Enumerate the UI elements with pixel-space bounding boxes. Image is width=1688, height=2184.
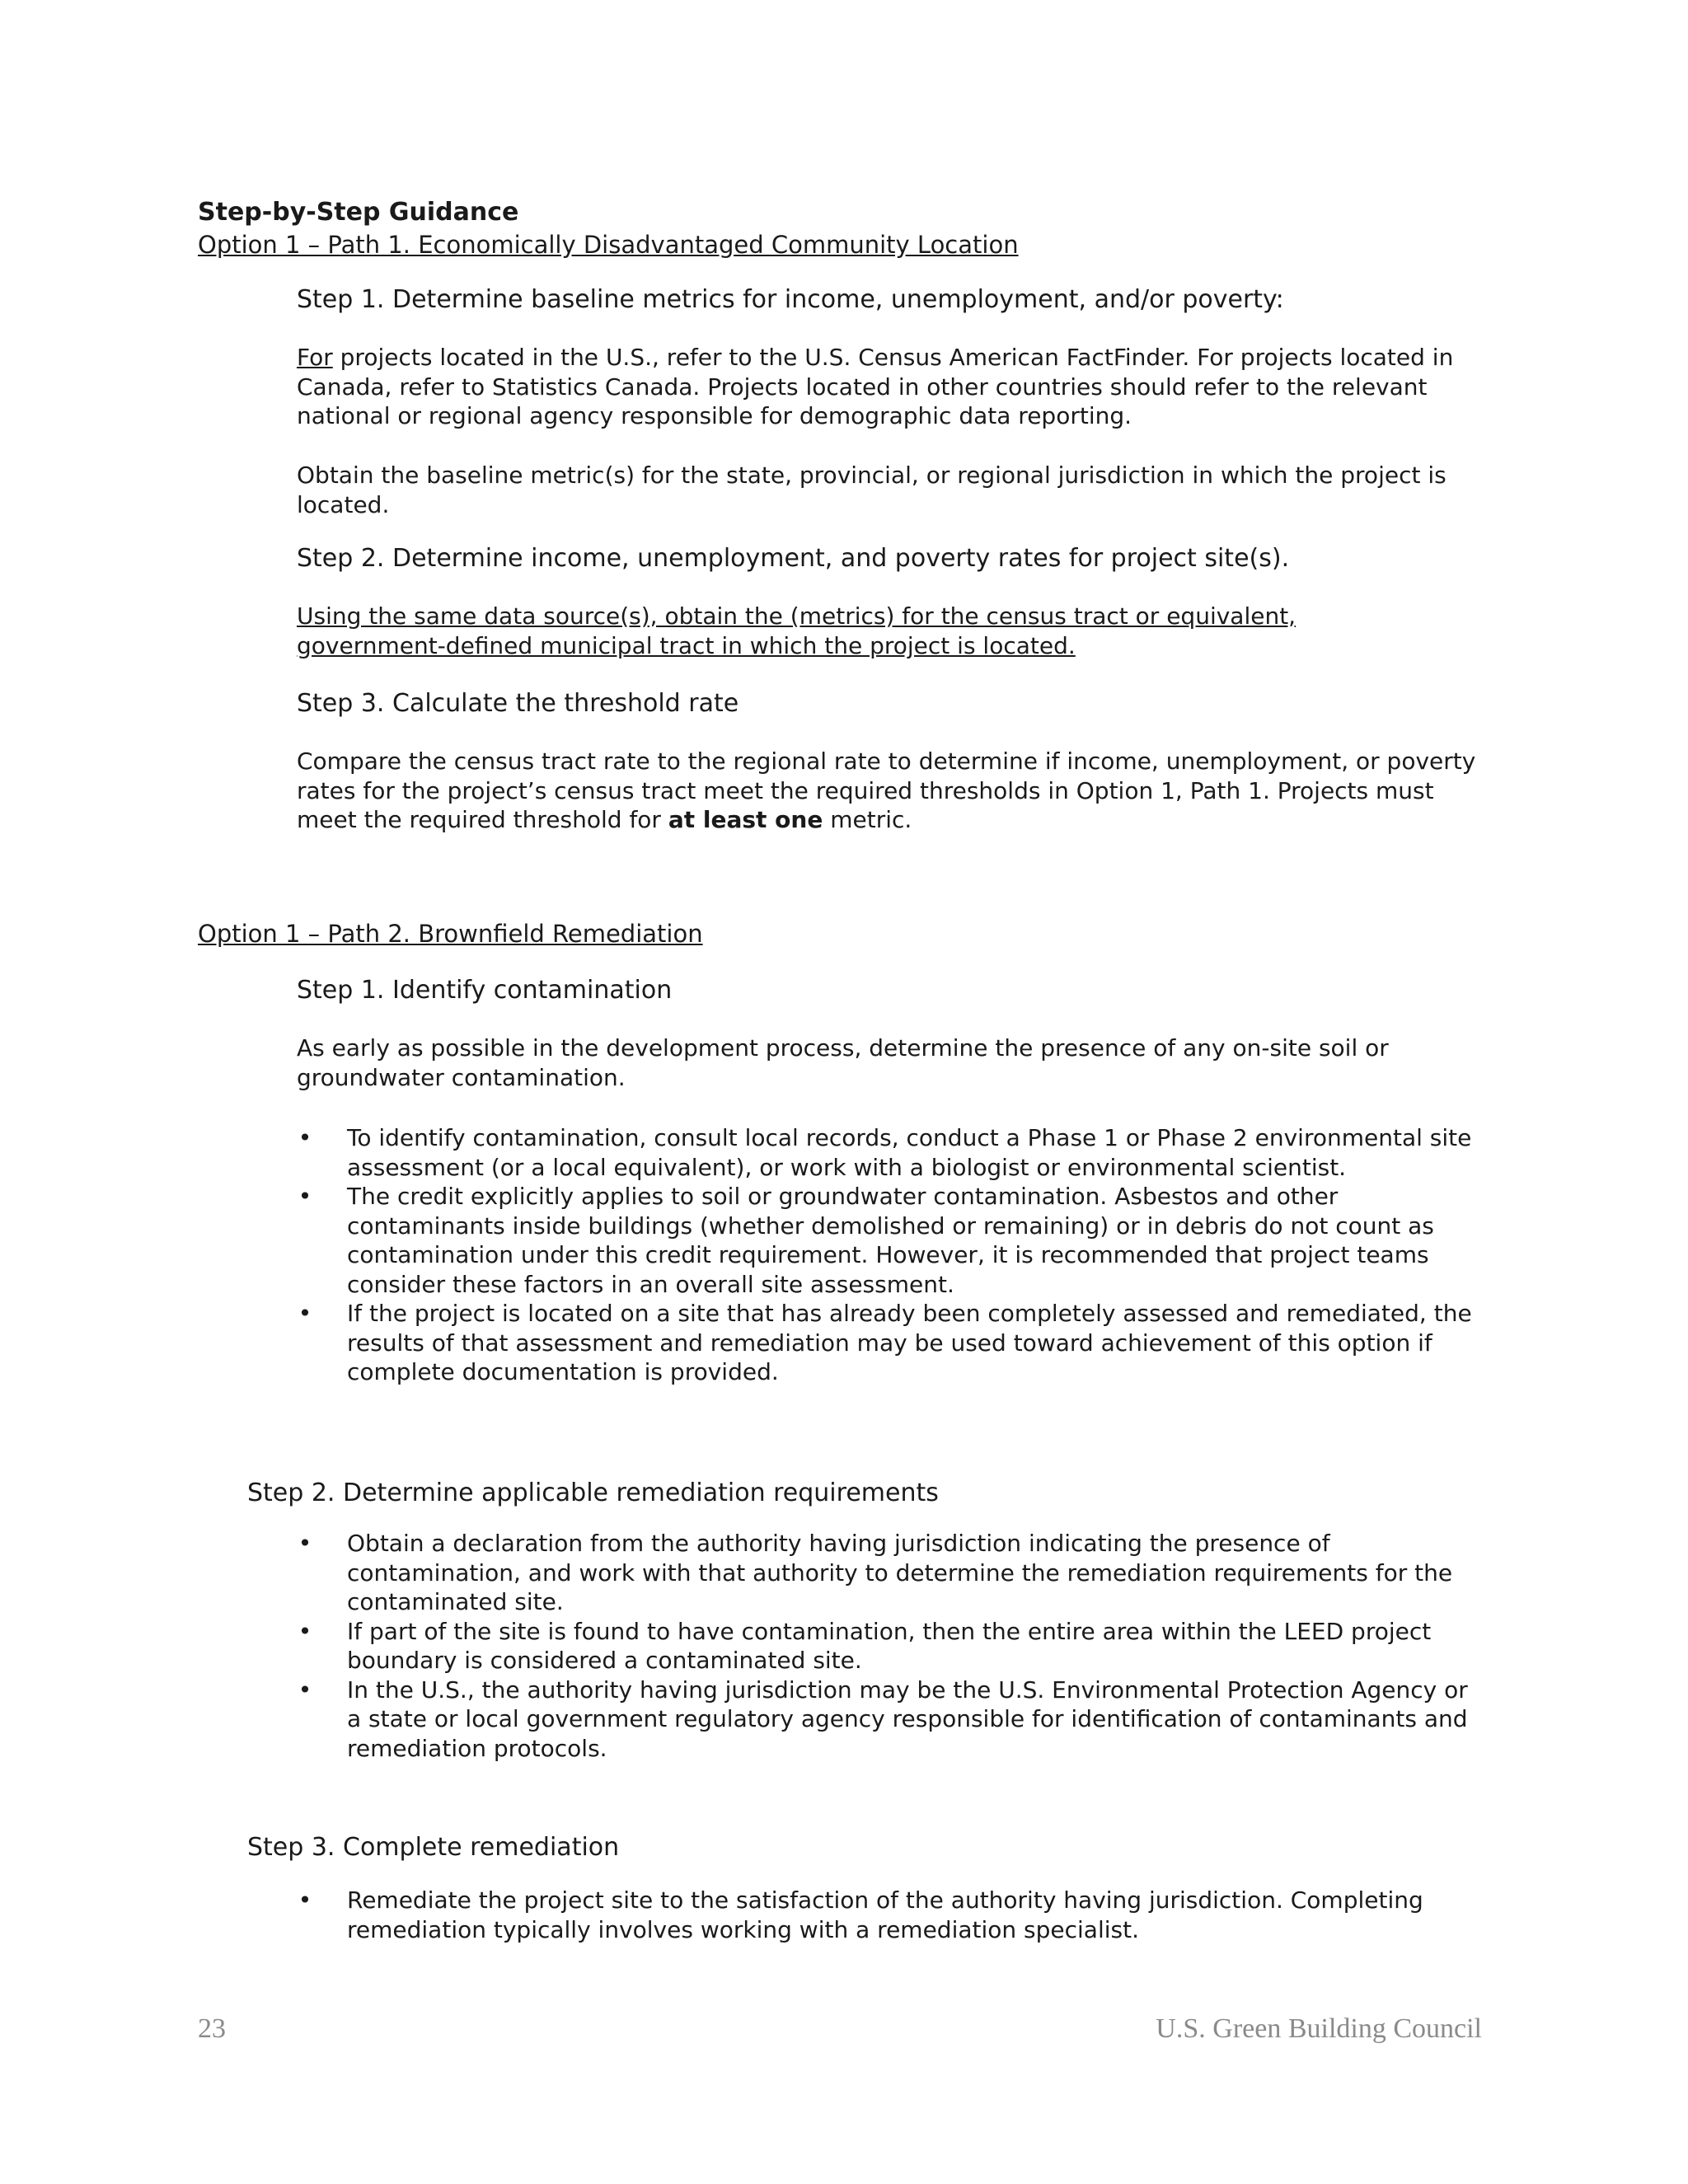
path2-step1-heading: Step 1. Identify contamination — [297, 976, 673, 1005]
path1-step3-text-a: Compare the census tract rate to the regional rate to determine if income, unemployment, or poverty rates for the project’s census tract meet the required thresholds in Option 1, Path 1. Projects must meet the required threshold for — [297, 748, 1476, 833]
path1-step3-heading: Step 3. Calculate the threshold rate — [297, 689, 739, 718]
path1-step1-heading: Step 1. Determine baseline metrics for income, unemployment, and/or poverty: — [297, 285, 1284, 314]
list-item: • In the U.S., the authority having jurisdiction may be the U.S. Environmental Protection Agency or a state or local government regulatory agency responsible for identification of contaminants and remediation protocols. — [298, 1675, 1468, 1762]
at-least-one-bold: at least one — [668, 806, 823, 833]
path1-step3-text-b: metric. — [823, 806, 912, 833]
bullet-glyph: • — [298, 1886, 312, 1914]
bullet-glyph: • — [298, 1530, 312, 1557]
list-item: • Obtain a declaration from the authority having jurisdiction indicating the presence of contamination, and work with that authority to determine the remediation requirements for the contaminated site. — [298, 1530, 1453, 1615]
bullet-glyph: • — [298, 1183, 312, 1210]
for-underlined: For — [297, 344, 333, 371]
bullet-glyph: • — [298, 1124, 312, 1151]
list-item: • To identify contamination, consult local records, conduct a Phase 1 or Phase 2 environmental site assessment (or a local equivalent), or work with a biologist or environmental scientist. — [298, 1124, 1472, 1181]
path2-step2-bullet-list — [297, 1529, 1484, 1763]
path2-step2-heading: Step 2. Determine applicable remediation requirements — [247, 1479, 939, 1507]
bullet-glyph: • — [298, 1300, 312, 1327]
path1-step3-paragraph — [297, 747, 1492, 835]
option-1-path-1-heading: Option 1 – Path 1. Economically Disadvantaged Community Location — [198, 231, 1019, 259]
path2-step3-heading: Step 3. Complete remediation — [247, 1833, 620, 1862]
path2-step3-bullet-list — [297, 1886, 1484, 1944]
list-item: • The credit explicitly applies to soil or groundwater contamination. Asbestos and other contaminants inside buildings (whether demolished or remaining) or in debris do not count as contamination under this credit requirement. However, it is recommended that project teams consider these factors in an overall site assessment. — [298, 1183, 1434, 1298]
list-item: • Remediate the project site to the satisfaction of the authority having jurisdiction. Completing remediation typically involves working with a remediation specialist. — [298, 1886, 1423, 1943]
list-item: • If part of the site is found to have contamination, then the entire area within the LEED project boundary is considered a contaminated site. — [298, 1617, 1432, 1674]
option-1-path-2-heading: Option 1 – Path 2. Brownfield Remediation — [198, 920, 703, 948]
page-title: Step-by-Step Guidance — [198, 198, 519, 227]
page-number: 23 — [198, 2013, 226, 2044]
path2-step1-bullet-list — [297, 1123, 1484, 1387]
path1-step1-paragraph-1 — [297, 343, 1492, 431]
path1-step2-paragraph: Using the same data source(s), obtain the (metrics) for the census tract or equivalent, government-defined municipal tract in which the project is located. — [297, 602, 1296, 659]
path1-step1-paragraph-2: Obtain the baseline metric(s) for the state, provincial, or regional jurisdiction in which the project is located. — [297, 462, 1447, 518]
path1-step2-heading: Step 2. Determine income, unemployment, and poverty rates for project site(s). — [297, 544, 1290, 573]
list-item: • If the project is located on a site that has already been completely assessed and remediated, the results of that assessment and remediation may be used toward achievement of this option if complete documentation is provided. — [298, 1300, 1472, 1385]
path2-step1-paragraph: As early as possible in the development process, determine the presence of any on-site soil or groundwater contamination. — [297, 1034, 1389, 1091]
path1-step1-paragraph-1-text: projects located in the U.S., refer to the U.S. Census American FactFinder. For projects located in Canada, refer to Statistics Canada. Projects located in other countries should refer to the relevant national or regional agency responsible for demographic data reporting. — [297, 344, 1454, 429]
bullet-glyph: • — [298, 1617, 312, 1645]
bullet-glyph: • — [298, 1675, 312, 1704]
footer-organization: U.S. Green Building Council — [1156, 2013, 1482, 2044]
